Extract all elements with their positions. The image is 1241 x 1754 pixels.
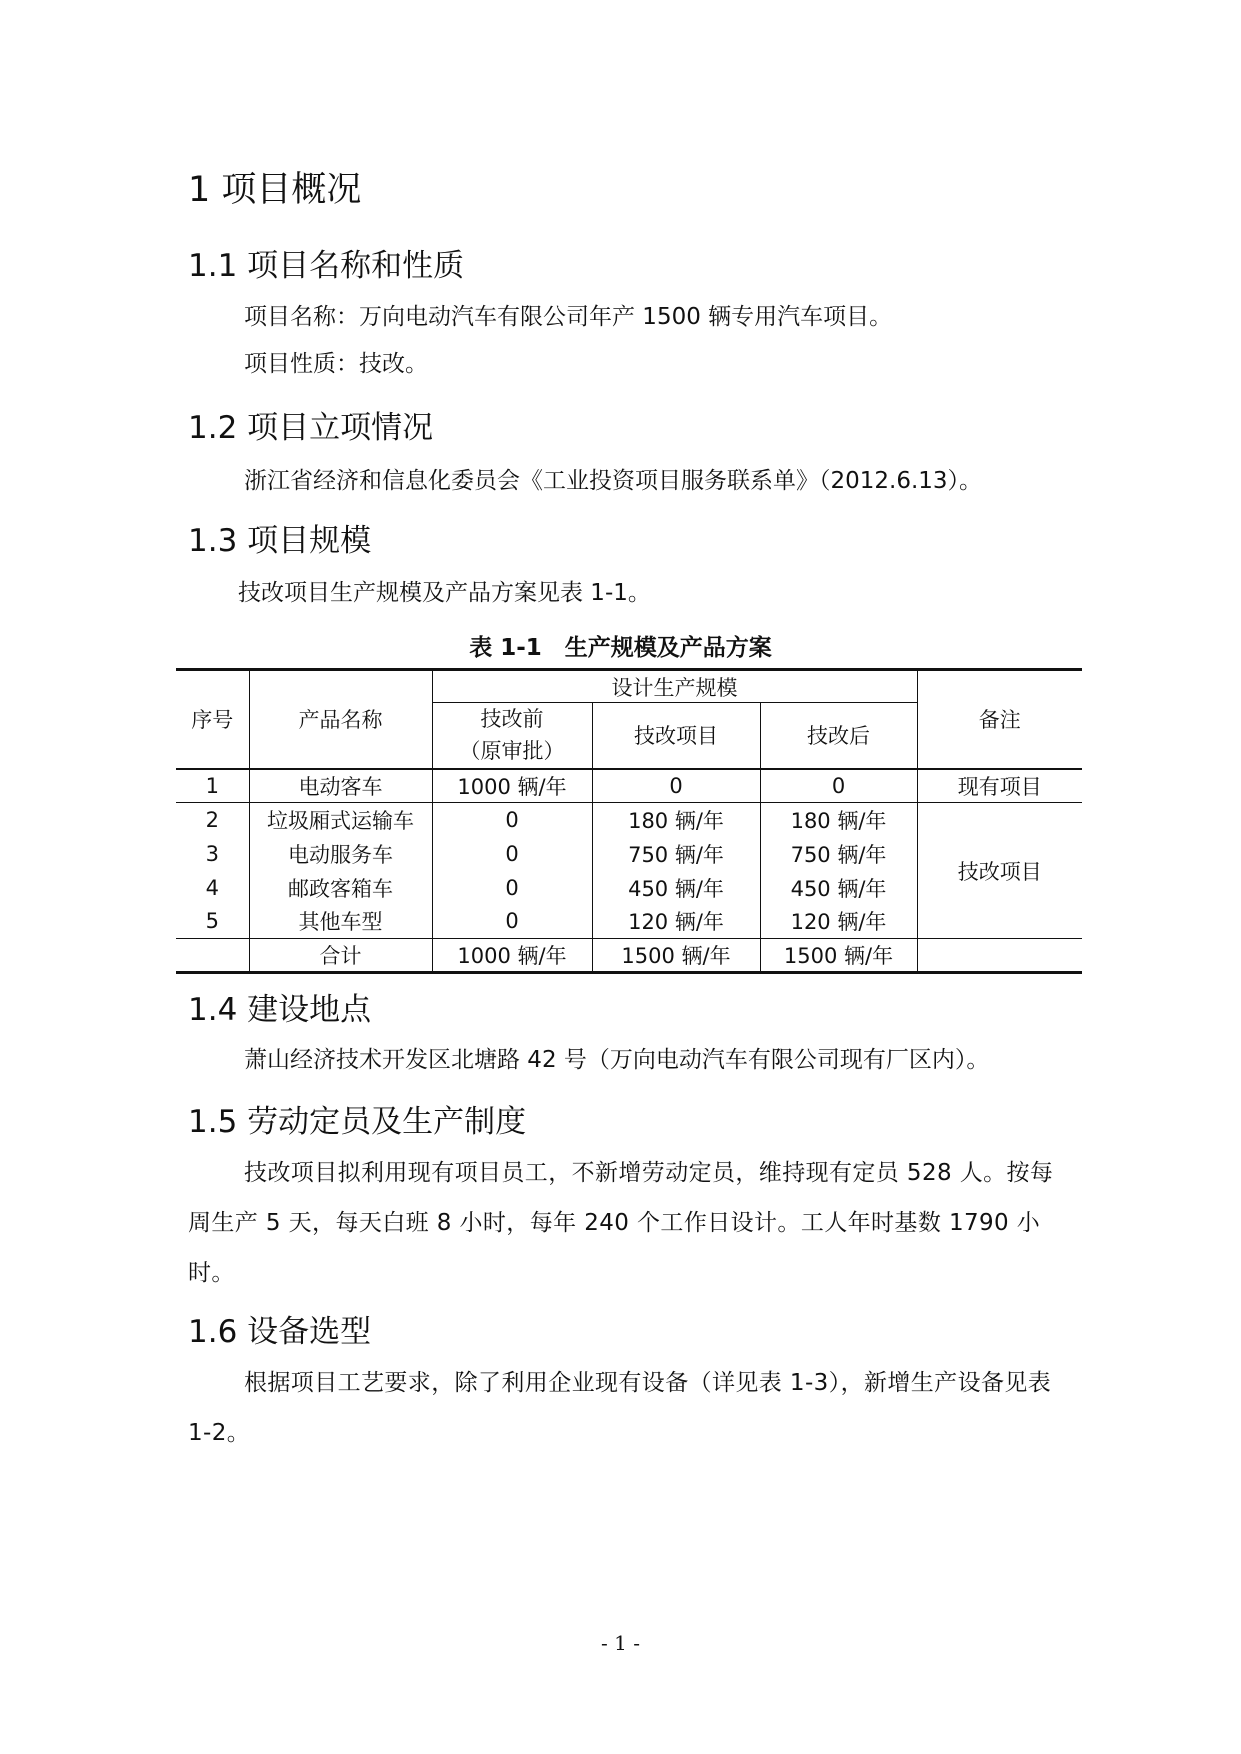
cell-total-project: 1500 辆/年 — [592, 939, 760, 973]
cell-before: 0 — [432, 803, 592, 837]
header-product-name: 产品名称 — [249, 670, 432, 769]
cell-total-after: 1500 辆/年 — [760, 939, 917, 973]
cell-total-label: 合计 — [249, 939, 432, 973]
header-note: 备注 — [917, 670, 1082, 769]
section-heading-1-4: 1.4 建设地点 — [188, 992, 372, 1028]
cell-before: 0 — [432, 905, 592, 939]
cell-seq: 5 — [176, 905, 249, 939]
cell-project: 180 辆/年 — [592, 803, 760, 837]
approval-line: 浙江省经济和信息化委员会《工业投资项目服务联系单》（2012.6.13）。 — [244, 468, 983, 494]
location-line: 萧山经济技术开发区北塘路 42 号（万向电动汽车有限公司现有厂区内）。 — [244, 1047, 990, 1073]
header-seq: 序号 — [176, 670, 249, 769]
cell-after: 180 辆/年 — [760, 803, 917, 837]
cell-before: 1000 辆/年 — [432, 769, 592, 803]
cell-note-merged: 技改项目 — [917, 803, 1082, 939]
cell-seq: 2 — [205, 807, 219, 832]
cell-after: 750 辆/年 — [760, 837, 917, 871]
cell-product-name: 邮政客箱车 — [249, 871, 432, 905]
header-before — [432, 703, 592, 769]
project-name-line: 项目名称：万向电动汽车有限公司年产 1500 辆专用汽车项目。 — [244, 304, 893, 330]
cell-total-before: 1000 辆/年 — [432, 939, 592, 973]
cell-seq: 3 — [205, 841, 219, 866]
header-before-line1: 技改前 — [480, 707, 544, 732]
equipment-paragraph: 根据项目工艺要求，除了利用企业现有设备（详见表 1-3），新增生产设备见表 1-2。 — [188, 1370, 1052, 1446]
header-before-line2: （原审批） — [459, 739, 565, 764]
page-title: 1 项目概况 — [188, 170, 362, 210]
table-row — [176, 769, 1082, 803]
cell-seq-empty — [176, 939, 249, 973]
cell-project: 750 辆/年 — [592, 837, 760, 871]
cell-after: 0 — [760, 769, 917, 803]
cell-seq: 4 — [205, 875, 219, 900]
cell-project: 120 辆/年 — [592, 905, 760, 939]
cell-seq: 1 — [176, 769, 249, 803]
cell-product-name: 垃圾厢式运输车 — [249, 803, 432, 837]
table-caption: 表 1-1 生产规模及产品方案 — [469, 635, 772, 661]
section-heading-1-1: 1.1 项目名称和性质 — [188, 248, 465, 284]
section-heading-1-2: 1.2 项目立项情况 — [188, 410, 434, 446]
project-nature-line: 项目性质：技改。 — [244, 351, 428, 377]
cell-before: 0 — [432, 871, 592, 905]
header-design-scale: 设计生产规模 — [432, 670, 917, 703]
production-scale-table — [176, 668, 1082, 974]
header-after: 技改后 — [760, 703, 917, 769]
cell-note: 现有项目 — [917, 769, 1082, 803]
section-heading-1-5: 1.5 劳动定员及生产制度 — [188, 1104, 527, 1140]
table-row — [176, 803, 1082, 837]
table-total-row — [176, 939, 1082, 973]
page-number: - 1 - — [601, 1631, 640, 1655]
section-heading-1-6: 1.6 设备选型 — [188, 1314, 372, 1350]
cell-project: 450 辆/年 — [592, 871, 760, 905]
cell-project: 0 — [592, 769, 760, 803]
section-heading-1-3: 1.3 项目规模 — [188, 523, 372, 559]
cell-product-name: 电动服务车 — [249, 837, 432, 871]
cell-product-name: 其他车型 — [249, 905, 432, 939]
cell-after: 120 辆/年 — [760, 905, 917, 939]
cell-total-note-empty — [917, 939, 1082, 973]
cell-before: 0 — [432, 837, 592, 871]
labor-paragraph: 技改项目拟利用现有项目员工，不新增劳动定员，维持现有定员 528 人。按每周生产 5 天，每天白班 8 小时，每年 240 个工作日设计。工人年时基数 1790 小时。 — [188, 1160, 1054, 1286]
header-project: 技改项目 — [592, 703, 760, 769]
scale-intro-line: 技改项目生产规模及产品方案见表 1-1。 — [238, 580, 651, 606]
cell-product-name: 电动客车 — [249, 769, 432, 803]
cell-after: 450 辆/年 — [760, 871, 917, 905]
